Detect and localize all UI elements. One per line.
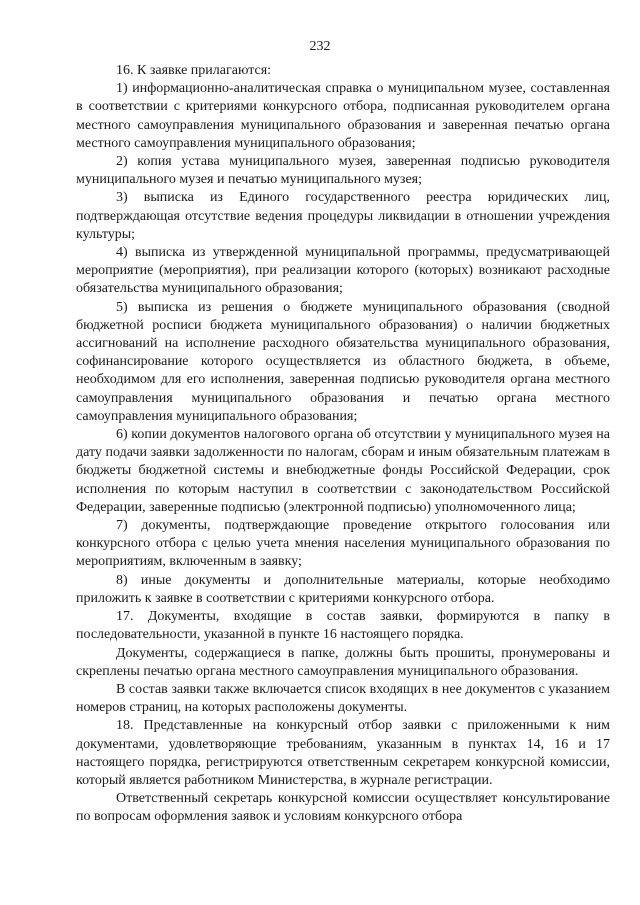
paragraph-subitem-4: 4) выписка из утвержденной муниципальной программы, предусматривающей мероприятие (мероприятия), при реализации которого (которых) возникают расходные обязательства муниципального образования; [76, 245, 610, 297]
paragraph-item-18: 18. Представленные на конкурсный отбор заявки с приложенными к ним документами, удовлетворяющие требованиям, указанным в пунктах 14, 16 и 17 настоящего порядка, регистрируются ответственным секретарем конкурсной комиссии, который является работником Министерства, в журнале регистрации. [76, 718, 610, 788]
paragraph-folder-requirements: Документы, содержащиеся в папке, должны быть прошиты, пронумерованы и скреплены печатью органа местного самоуправления муниципального образования. [76, 645, 610, 679]
paragraph-item-17: 17. Документы, входящие в состав заявки, формируются в папку в последовательности, указанной в пункте 16 настоящего порядка. [76, 609, 610, 643]
paragraph-document-list: В состав заявки также включается список входящих в нее документов с указанием номеров страниц, на которых расположены документы. [76, 681, 610, 716]
paragraph-subitem-2: 2) копия устава муниципального музея, заверенная подписью руководителя муниципального музея и печатью муниципального музея; [76, 154, 610, 188]
paragraph-subitem-7: 7) документы, подтверждающие проведение открытого голосования или конкурсного отбора с целью учета мнения населения муниципального образования по мероприятиям, включенным в заявку; [76, 518, 610, 570]
paragraph-subitem-1: 1) информационно-аналитическая справка о муниципальном музее, составленная в соответствии с критериями конкурсного отбора, подписанная руководителем органа местного самоуправления муниципального образования и заверенная печатью органа местного самоуправления муниципального образования; [76, 81, 610, 151]
page-number: 232 [309, 39, 331, 54]
paragraph-subitem-8: 8) иные документы и дополнительные материалы, которые необходимо приложить к заявке в соответствии с критериями конкурсного отбора. [76, 572, 610, 606]
paragraph-subitem-5: 5) выписка из решения о бюджете муниципального образования (сводной бюджетной росписи бюджета муниципального образования) о наличии бюджетных ассигнований на исполнение расходного обязательства муниципального образования, софинансирование которого осуществляется из областного бюджета, в объеме, необходимом для его исполнения, заверенная подписью руководителя органа местного самоуправления муниципального образования и печатью органа местного самоуправления муниципального образования; [76, 299, 610, 424]
paragraph-secretary-consulting: Ответственный секретарь конкурсной комиссии осуществляет консультирование по вопросам оформления заявок и условиям конкурсного отбора [76, 791, 610, 825]
paragraph-subitem-3: 3) выписка из Единого государственного реестра юридических лиц, подтверждающая отсутствие ведения процедуры ликвидации в отношении учреждения культуры; [76, 190, 610, 242]
paragraph-item-16-heading: 16. К заявке прилагаются: [116, 63, 272, 78]
paragraph-subitem-6: 6) копии документов налогового органа об отсутствии у муниципального музея на дату подачи заявки задолженности по налогам, сборам и иным обязательным платежам в бюджеты бюджетной системы и внебюджетные фонды Российской Федерации, срок исполнения по которым наступил в соответствии с законодательством Российской Федерации, заверенные подписью (электронной подписью) уполномоченного лица; [76, 427, 610, 515]
document-body [76, 62, 610, 827]
